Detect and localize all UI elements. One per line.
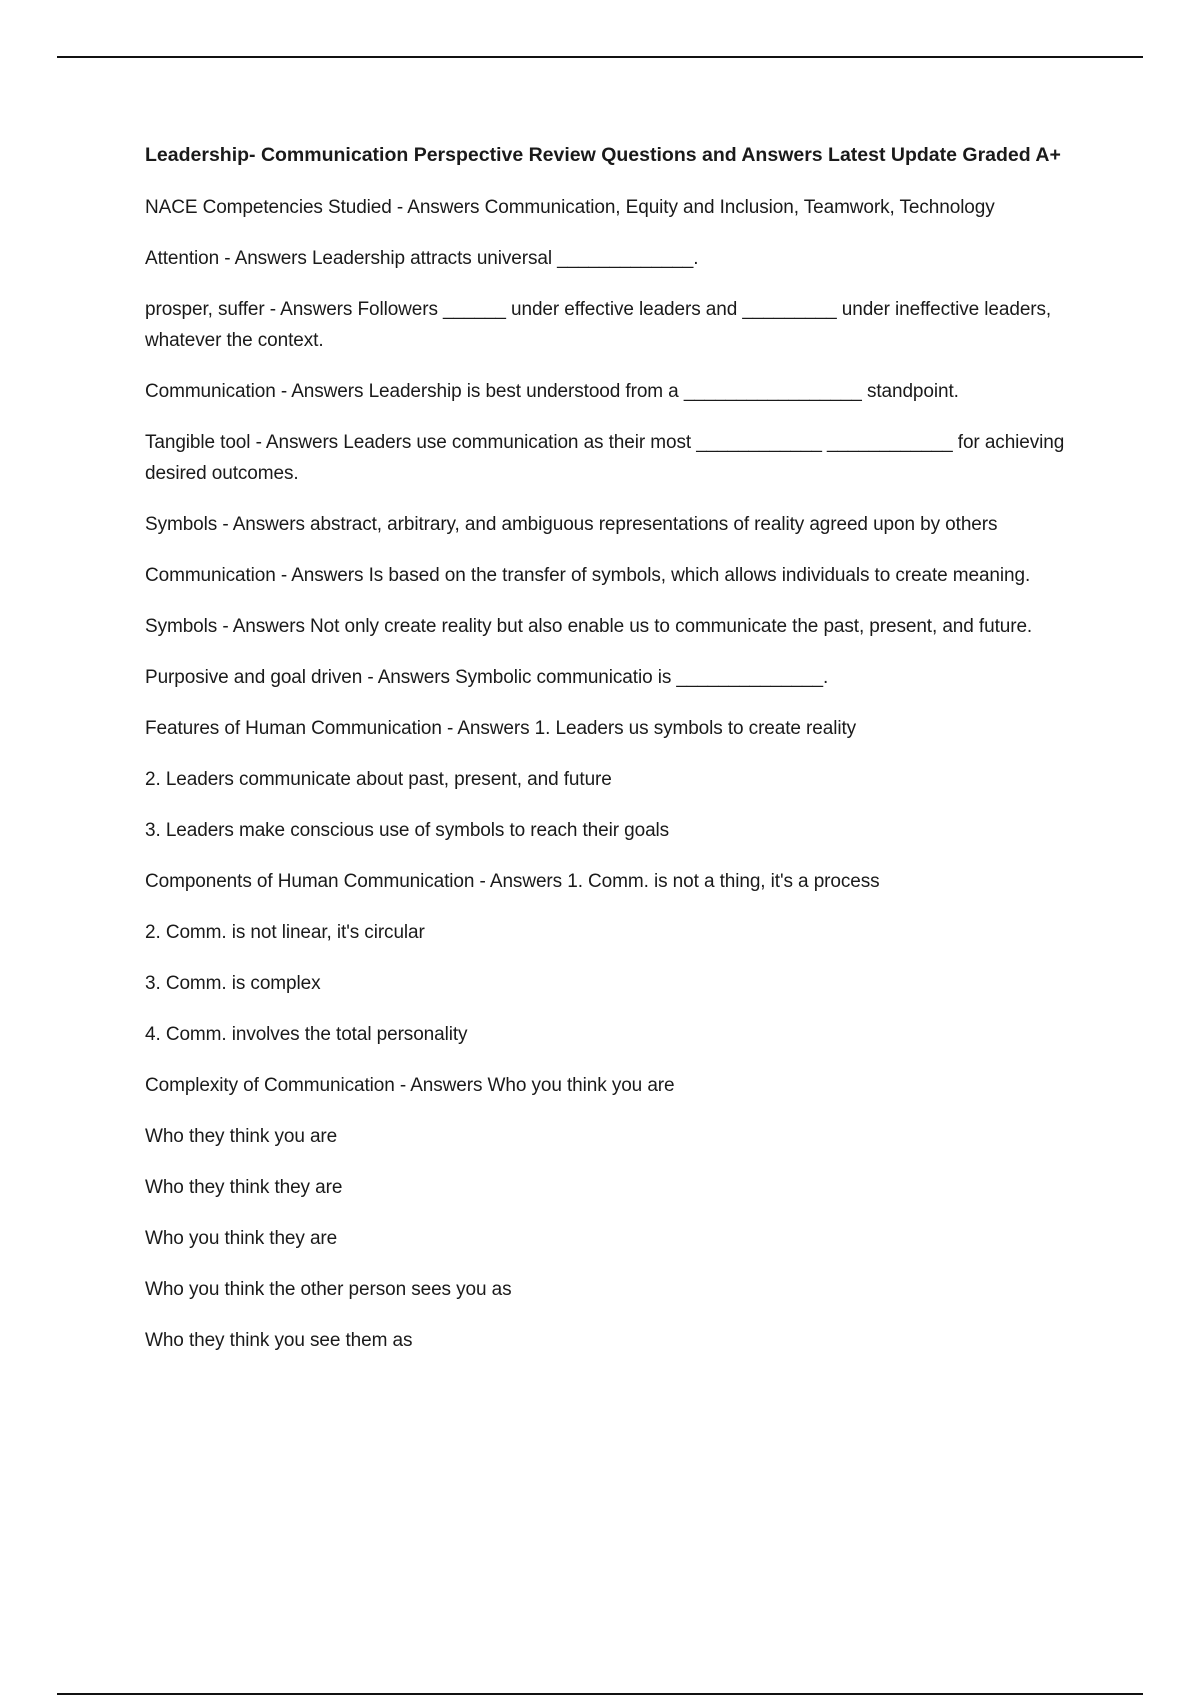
qa-item: 2. Leaders communicate about past, present, and future [145, 769, 612, 790]
qa-item: 4. Comm. involves the total personality [145, 1024, 468, 1045]
document-body [145, 140, 1080, 1376]
bottom-rule [57, 1693, 1143, 1695]
qa-item: prosper, suffer - Answers Followers ______ under effective leaders and _________ under ineffective leaders, whatever the context. [145, 299, 1052, 351]
qa-item: Symbols - Answers abstract, arbitrary, and ambiguous representations of reality agreed upon by others [145, 514, 998, 535]
qa-item: NACE Competencies Studied - Answers Communication, Equity and Inclusion, Teamwork, Technology [145, 197, 995, 218]
qa-item: Features of Human Communication - Answers 1. Leaders us symbols to create reality [145, 718, 857, 739]
document-title: Leadership- Communication Perspective Review Questions and Answers Latest Update Graded A+ [145, 144, 1061, 166]
qa-item: Who you think they are [145, 1228, 338, 1249]
qa-item: Symbols - Answers Not only create reality but also enable us to communicate the past, present, and future. [145, 616, 1033, 637]
qa-item: Communication - Answers Is based on the transfer of symbols, which allows individuals to create meaning. [145, 565, 1031, 586]
qa-item: 2. Comm. is not linear, it's circular [145, 922, 425, 943]
qa-item: Complexity of Communication - Answers Who you think you are [145, 1075, 675, 1096]
qa-item: Who they think you are [145, 1126, 338, 1147]
qa-item: Purposive and goal driven - Answers Symbolic communicatio is ______________. [145, 667, 829, 688]
top-rule [57, 56, 1143, 58]
qa-item: Who they think they are [145, 1177, 343, 1198]
qa-item: Communication - Answers Leadership is best understood from a _________________ standpoint. [145, 381, 959, 402]
qa-item: Who you think the other person sees you as [145, 1279, 512, 1300]
qa-item: 3. Comm. is complex [145, 973, 321, 994]
qa-item: Attention - Answers Leadership attracts universal _____________. [145, 248, 699, 269]
qa-item: 3. Leaders make conscious use of symbols to reach their goals [145, 820, 670, 841]
qa-item: Tangible tool - Answers Leaders use communication as their most ____________ ____________ for achieving desired outcomes. [145, 432, 1065, 484]
qa-item: Who they think you see them as [145, 1330, 413, 1351]
qa-item: Components of Human Communication - Answers 1. Comm. is not a thing, it's a process [145, 871, 880, 892]
